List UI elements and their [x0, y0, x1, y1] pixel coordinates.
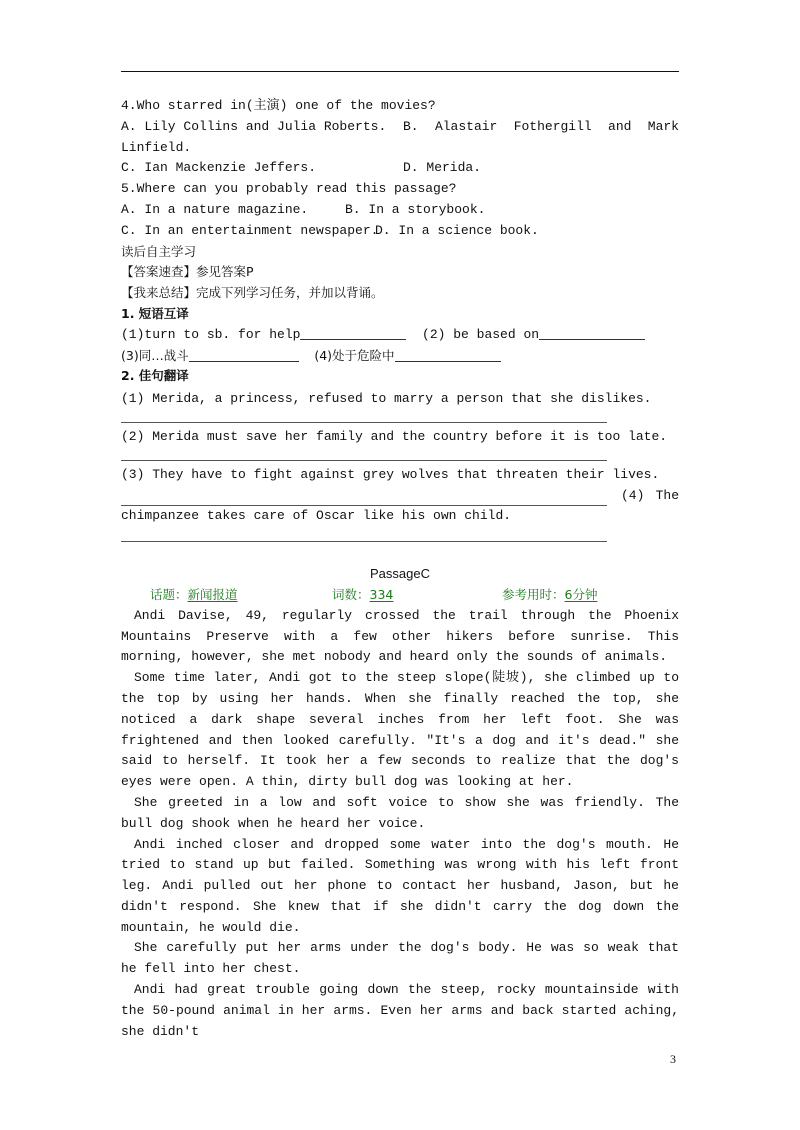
word-count-label: 词数： — [332, 586, 370, 602]
sentence-4-row — [121, 486, 679, 507]
question-4-stem: 4.Who starred in(主演) one of the movies? — [121, 98, 436, 113]
question-5-stem: 5.Where can you probably read this passage? — [121, 181, 457, 197]
q4-option-b-word1: Alastair — [434, 118, 498, 134]
section-phrase-translation-title: 1. 短语互译 — [121, 305, 189, 321]
sentence-3: (3) They have to fight against grey wolves that threaten their lives. — [121, 466, 660, 482]
summary-instruction: 【我来总结】完成下列学习任务，并加以背诵。 — [121, 285, 384, 301]
q4-option-b-label: B. — [403, 118, 419, 134]
phrase-2: (2) be based on — [422, 326, 540, 342]
passage-paragraph: She greeted in a low and soft voice to show she was friendly. The bull dog shook when he heard her voice. — [121, 794, 679, 831]
phrase-3-blank[interactable] — [189, 348, 299, 362]
header-rule — [121, 71, 679, 72]
q5-option-a: A. In a nature magazine. — [121, 201, 309, 217]
passage-paragraph: Andi Davise, 49, regularly crossed the trail through the Phoenix Mountains Preserve with a few other hikers before sunrise. This morning, however, she met nobody and heard only the sounds of animals. — [121, 607, 679, 665]
word-count-value: 334 — [369, 586, 394, 602]
phrase-4: (4)处于危险中 — [314, 347, 395, 363]
q5-option-b: B. In a storybook. — [345, 201, 486, 217]
phrase-row-2 — [121, 346, 679, 367]
sentence-4-number: (4) — [621, 487, 645, 503]
q4-option-c: C. Ian Mackenzie Jeffers. — [121, 160, 317, 176]
answer-check-note: 【答案速查】参见答案P — [121, 264, 254, 280]
q4-option-b-continued: Linfield. — [121, 139, 192, 155]
sentence-2-answer-line[interactable] — [121, 460, 607, 461]
sentence-1: (1) Merida, a princess, refused to marry a person that she dislikes. — [121, 391, 652, 407]
phrase-3: (3)同…战斗 — [121, 347, 189, 363]
passage-paragraph: Some time later, Andi got to the steep slope(陡坡), she climbed up to the top by using her hands. When she finally reached the top, she noticed a dark shape several inches from her left foot. She was frightened and then looked carefully. "It's a dog and it's dead." she said to herself. It took her a few seconds to realize that the dog's eyes were open. A thin, dirty bull dog was looking at her. — [121, 670, 679, 790]
sentence-1-answer-line[interactable] — [121, 422, 607, 423]
question-5-options-cd — [121, 221, 679, 242]
phrase-4-blank[interactable] — [395, 348, 501, 362]
section-sentence-translation-title: 2. 佳句翻译 — [121, 368, 189, 384]
self-study-heading: 读后自主学习 — [121, 243, 197, 259]
passage-paragraph: She carefully put her arms under the dog's body. He was so weak that he fell into her chest. — [121, 940, 679, 977]
sentence-4-continued: chimpanzee takes care of Oscar like his own child. — [121, 508, 512, 524]
topic-info — [150, 585, 238, 606]
time-value: 6分钟 — [564, 586, 598, 602]
sentence-4-first-word: The — [655, 487, 679, 503]
passage-c-body — [121, 606, 679, 1043]
sentence-4-answer-line[interactable] — [121, 541, 607, 542]
question-4-options-cd — [121, 158, 679, 179]
page-number: 3 — [670, 1052, 676, 1066]
topic-label: 话题： — [150, 586, 188, 602]
q5-option-d: D. In a science book. — [375, 222, 539, 238]
passage-c-title: PassageC — [370, 566, 430, 582]
time-label: 参考用时： — [502, 586, 565, 602]
phrase-row-1 — [121, 325, 679, 346]
sentence-3-answer-line[interactable] — [121, 491, 607, 506]
question-4-options-ab — [121, 117, 679, 138]
q4-option-d: D. Merida. — [403, 160, 482, 176]
topic-value: 新闻报道 — [187, 586, 238, 602]
passage-paragraph: Andi had great trouble going down the steep, rocky mountainside with the 50-pound animal in her arms. Even her arms and back started aching, she didn't — [121, 982, 679, 1039]
passage-paragraph: Andi inched closer and dropped some water into the dog's mouth. He tried to stand up but failed. Something was wrong with his left front leg. Andi pulled out her phone to contact her husband, Jason, but he didn't respond. She knew that if she didn't carry the dog down the mountain, he would die. — [121, 836, 679, 935]
time-info — [502, 585, 597, 606]
phrase-2-blank[interactable] — [539, 326, 645, 340]
q4-option-b-word3: and — [608, 118, 632, 134]
question-5-options-ab — [121, 200, 679, 221]
q4-option-b-word4: Mark — [647, 118, 679, 134]
sentence-2: (2) Merida must save her family and the country before it is too late. — [121, 428, 668, 444]
q4-option-a: A. Lily Collins and Julia Roberts. — [121, 118, 387, 134]
q5-option-c: C. In an entertainment newspaper. — [121, 222, 379, 238]
phrase-1: (1)turn to sb. for help — [121, 326, 301, 342]
worksheet-content — [121, 96, 679, 1042]
passage-c-meta — [121, 585, 679, 606]
q4-option-b-word2: Fothergill — [513, 118, 592, 134]
phrase-1-blank[interactable] — [300, 326, 406, 340]
word-count-info — [332, 585, 393, 606]
